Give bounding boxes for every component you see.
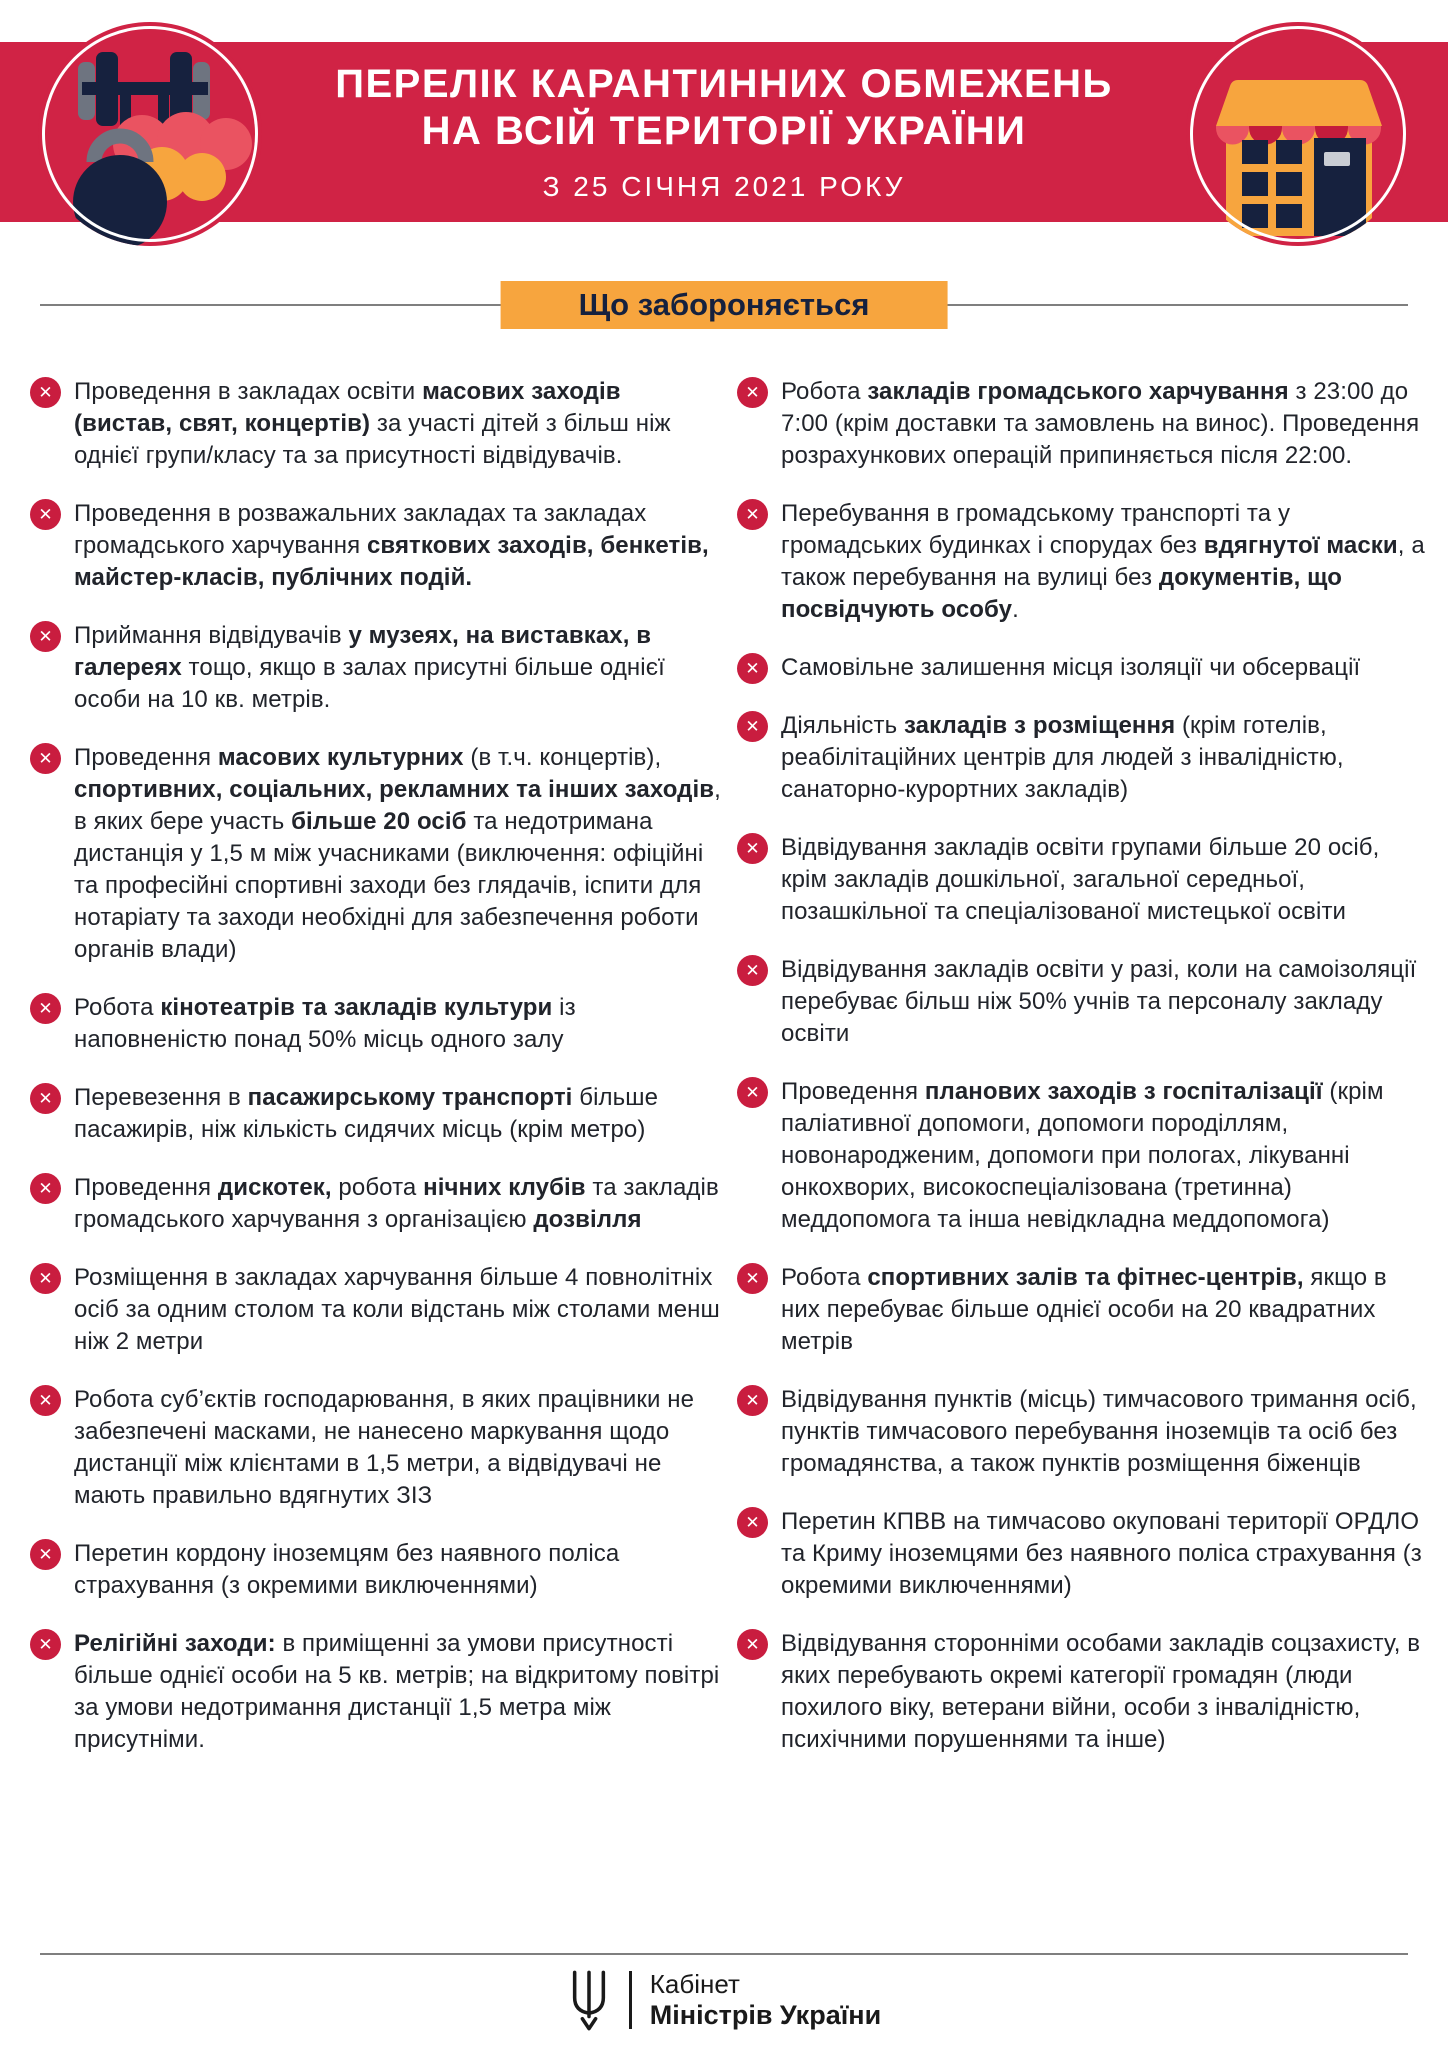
prohibited-x-icon: ✕ (737, 1077, 768, 1108)
prohibited-x-icon: ✕ (737, 1263, 768, 1294)
prohibited-x-icon: ✕ (30, 499, 61, 530)
restriction-item (737, 376, 1429, 472)
page-title-line1: ПЕРЕЛІК КАРАНТИННИХ ОБМЕЖЕНЬ (335, 62, 1113, 106)
restriction-item (30, 1172, 722, 1236)
prohibited-x-icon: ✕ (30, 1629, 61, 1660)
footer-org-line2: Міністрів України (649, 2000, 882, 2030)
restriction-text: Перебування в громадському транспорті та у громадських будинках і спорудах без вдягнутої маски, а також перебування на вулиці без документів, що посвідчують особу. (781, 500, 1425, 623)
prohibited-x-icon: ✕ (737, 711, 768, 742)
restriction-item (30, 1082, 722, 1146)
restriction-text: Перетин КПВВ на тимчасово окуповані території ОРДЛО та Криму іноземцями без наявного поліса страхування (з окремими виключеннями) (781, 1508, 1422, 1599)
gym-equipment-graphic (38, 22, 262, 246)
restriction-text: Релігійні заходи: в приміщенні за умови присутності більше однієї особи на 5 кв. метрів; на відкритому повітрі за умови недотримання дистанції 1,5 метра між присутніми. (74, 1630, 720, 1753)
restriction-text: Розміщення в закладах харчування більше 4 повнолітніх осіб за одним столом та коли відстань між столами менш ніж 2 метри (74, 1264, 720, 1355)
restriction-item (30, 376, 722, 472)
restriction-item (737, 652, 1429, 684)
restriction-text: Перетин кордону іноземцям без наявного поліса страхування (з окремими виключеннями) (74, 1540, 620, 1599)
prohibited-x-icon: ✕ (30, 1083, 61, 1114)
section-badge: Що забороняється (501, 281, 948, 329)
page-title-line2: НА ВСІЙ ТЕРИТОРІЇ УКРАЇНИ (421, 109, 1027, 153)
restriction-item (30, 1384, 722, 1512)
prohibited-x-icon: ✕ (737, 1629, 768, 1660)
restriction-item (737, 832, 1429, 928)
restriction-item (30, 498, 722, 594)
restrictions-column-right (737, 376, 1429, 1782)
storefront-icon (1186, 22, 1410, 246)
prohibited-x-icon: ✕ (737, 653, 768, 684)
restriction-text: Проведення планових заходів з госпіталізації (крім паліативної допомоги, допомоги породіллям, новонародженим, допомоги при пологах, лікуванні онкохворих, високоспеціалізована (третинна) меддопомога та інша невідкладна меддопомога) (781, 1078, 1384, 1233)
prohibited-x-icon: ✕ (737, 1385, 768, 1416)
restriction-text: Приймання відвідувачів у музеях, на виставках, в галереях тощо, якщо в залах присутні більше однієї особи на 10 кв. метрів. (74, 622, 665, 713)
restriction-text: Самовільне залишення місця ізоляції чи обсервації (781, 654, 1361, 681)
restriction-text: Робота суб’єктів господарювання, в яких працівники не забезпечені масками, не нанесено маркування щодо дистанції між клієнтами в 1,5 метри, а відвідувачі не мають правильно вдягнутих ЗІЗ (74, 1386, 695, 1509)
restriction-text: Відвідування закладів освіти групами більше 20 осіб, крім закладів дошкільної, загальної середньої, позашкільної та спеціалізованої мистецької освіти (781, 834, 1380, 925)
prohibited-x-icon: ✕ (30, 1539, 61, 1570)
footer-org-name (650, 1969, 881, 2031)
restriction-text: Діяльність закладів з розміщення (крім готелів, реабілітаційних центрів для людей з інвалідністю, санаторно-курортних закладів) (781, 712, 1344, 803)
prohibited-x-icon: ✕ (737, 833, 768, 864)
restriction-item (737, 710, 1429, 806)
prohibited-x-icon: ✕ (30, 993, 61, 1024)
restriction-text: Робота спортивних залів та фітнес-центрів, якщо в них перебуває більше однієї особи на 20 квадратних метрів (781, 1264, 1387, 1355)
prohibited-x-icon: ✕ (737, 499, 768, 530)
prohibited-x-icon: ✕ (737, 955, 768, 986)
restriction-item (737, 1076, 1429, 1236)
restriction-text: Проведення в розважальних закладах та закладах громадського харчування святкових заходів, бенкетів, майстер-класів, публічних подій. (74, 500, 709, 591)
footer-logo-divider (629, 1971, 632, 2029)
restriction-text: Робота закладів громадського харчування з 23:00 до 7:00 (крім доставки та замовлень на винос). Проведення розрахункових операцій припиняється після 22:00. (781, 378, 1420, 469)
storefront-graphic (1186, 22, 1410, 246)
prohibited-x-icon: ✕ (30, 1263, 61, 1294)
restriction-item (30, 1262, 722, 1358)
restriction-text: Робота кінотеатрів та закладів культури із наповненістю понад 50% місць одного залу (74, 994, 576, 1053)
page-subtitle-date: З 25 СІЧНЯ 2021 РОКУ (542, 171, 906, 202)
prohibited-x-icon: ✕ (30, 1385, 61, 1416)
restriction-text: Відвідування закладів освіти у разі, коли на самоізоляції перебуває більш ніж 50% учнів та персоналу закладу освіти (781, 956, 1417, 1047)
footer-org-line1: Кабінет (649, 1969, 740, 1999)
restriction-text: Проведення масових культурних (в т.ч. концертів), спортивних, соціальних, рекламних та інших заходів, в яких бере участь більше 20 осіб та недотримана дистанція у 1,5 м між учасниками (виключення: офіційні та професійні спортивні заходи без глядачів, іспити для нотаріату та заходи необхідні для забезпечення роботи органів влади) (74, 744, 721, 963)
footer (0, 1968, 1448, 2032)
restriction-item (30, 1628, 722, 1756)
restriction-item (30, 620, 722, 716)
prohibited-x-icon: ✕ (737, 377, 768, 408)
restriction-text: Відвідування пунктів (місць) тимчасового тримання осіб, пунктів тимчасового перебування іноземців та осіб без громадянства, а також пунктів розміщення біженців (781, 1386, 1417, 1477)
prohibited-x-icon: ✕ (737, 1507, 768, 1538)
restriction-text: Перевезення в пасажирському транспорті більше пасажирів, ніж кількість сидячих місць (крім метро) (74, 1084, 659, 1143)
restriction-item (737, 1628, 1429, 1756)
restriction-item (737, 954, 1429, 1050)
restriction-item (737, 498, 1429, 626)
restriction-item (737, 1384, 1429, 1480)
prohibited-x-icon: ✕ (30, 1173, 61, 1204)
gym-equipment-icon (38, 22, 262, 246)
restriction-item (30, 992, 722, 1056)
footer-divider-line (40, 1953, 1408, 1955)
restriction-item (30, 742, 722, 966)
tryzub-icon (567, 1968, 611, 2032)
prohibited-x-icon: ✕ (30, 621, 61, 652)
prohibited-x-icon: ✕ (30, 377, 61, 408)
restriction-item (737, 1506, 1429, 1602)
restriction-item (30, 1538, 722, 1602)
restriction-item (737, 1262, 1429, 1358)
restriction-text: Відвідування сторонніми особами закладів соцзахисту, в яких перебувають окремі категорії громадян (люди похилого віку, ветерани війни, особи з інвалідністю, психічними порушеннями та інше) (781, 1630, 1421, 1753)
restriction-text: Проведення дискотек, робота нічних клубів та закладів громадського харчування з організацією дозвілля (74, 1174, 719, 1233)
restriction-text: Проведення в закладах освіти масових заходів (вистав, свят, концертів) за участі дітей з більш ніж однієї групи/класу та за присутності відвідувачів. (74, 378, 671, 469)
prohibited-x-icon: ✕ (30, 743, 61, 774)
restrictions-column-left (30, 376, 722, 1782)
